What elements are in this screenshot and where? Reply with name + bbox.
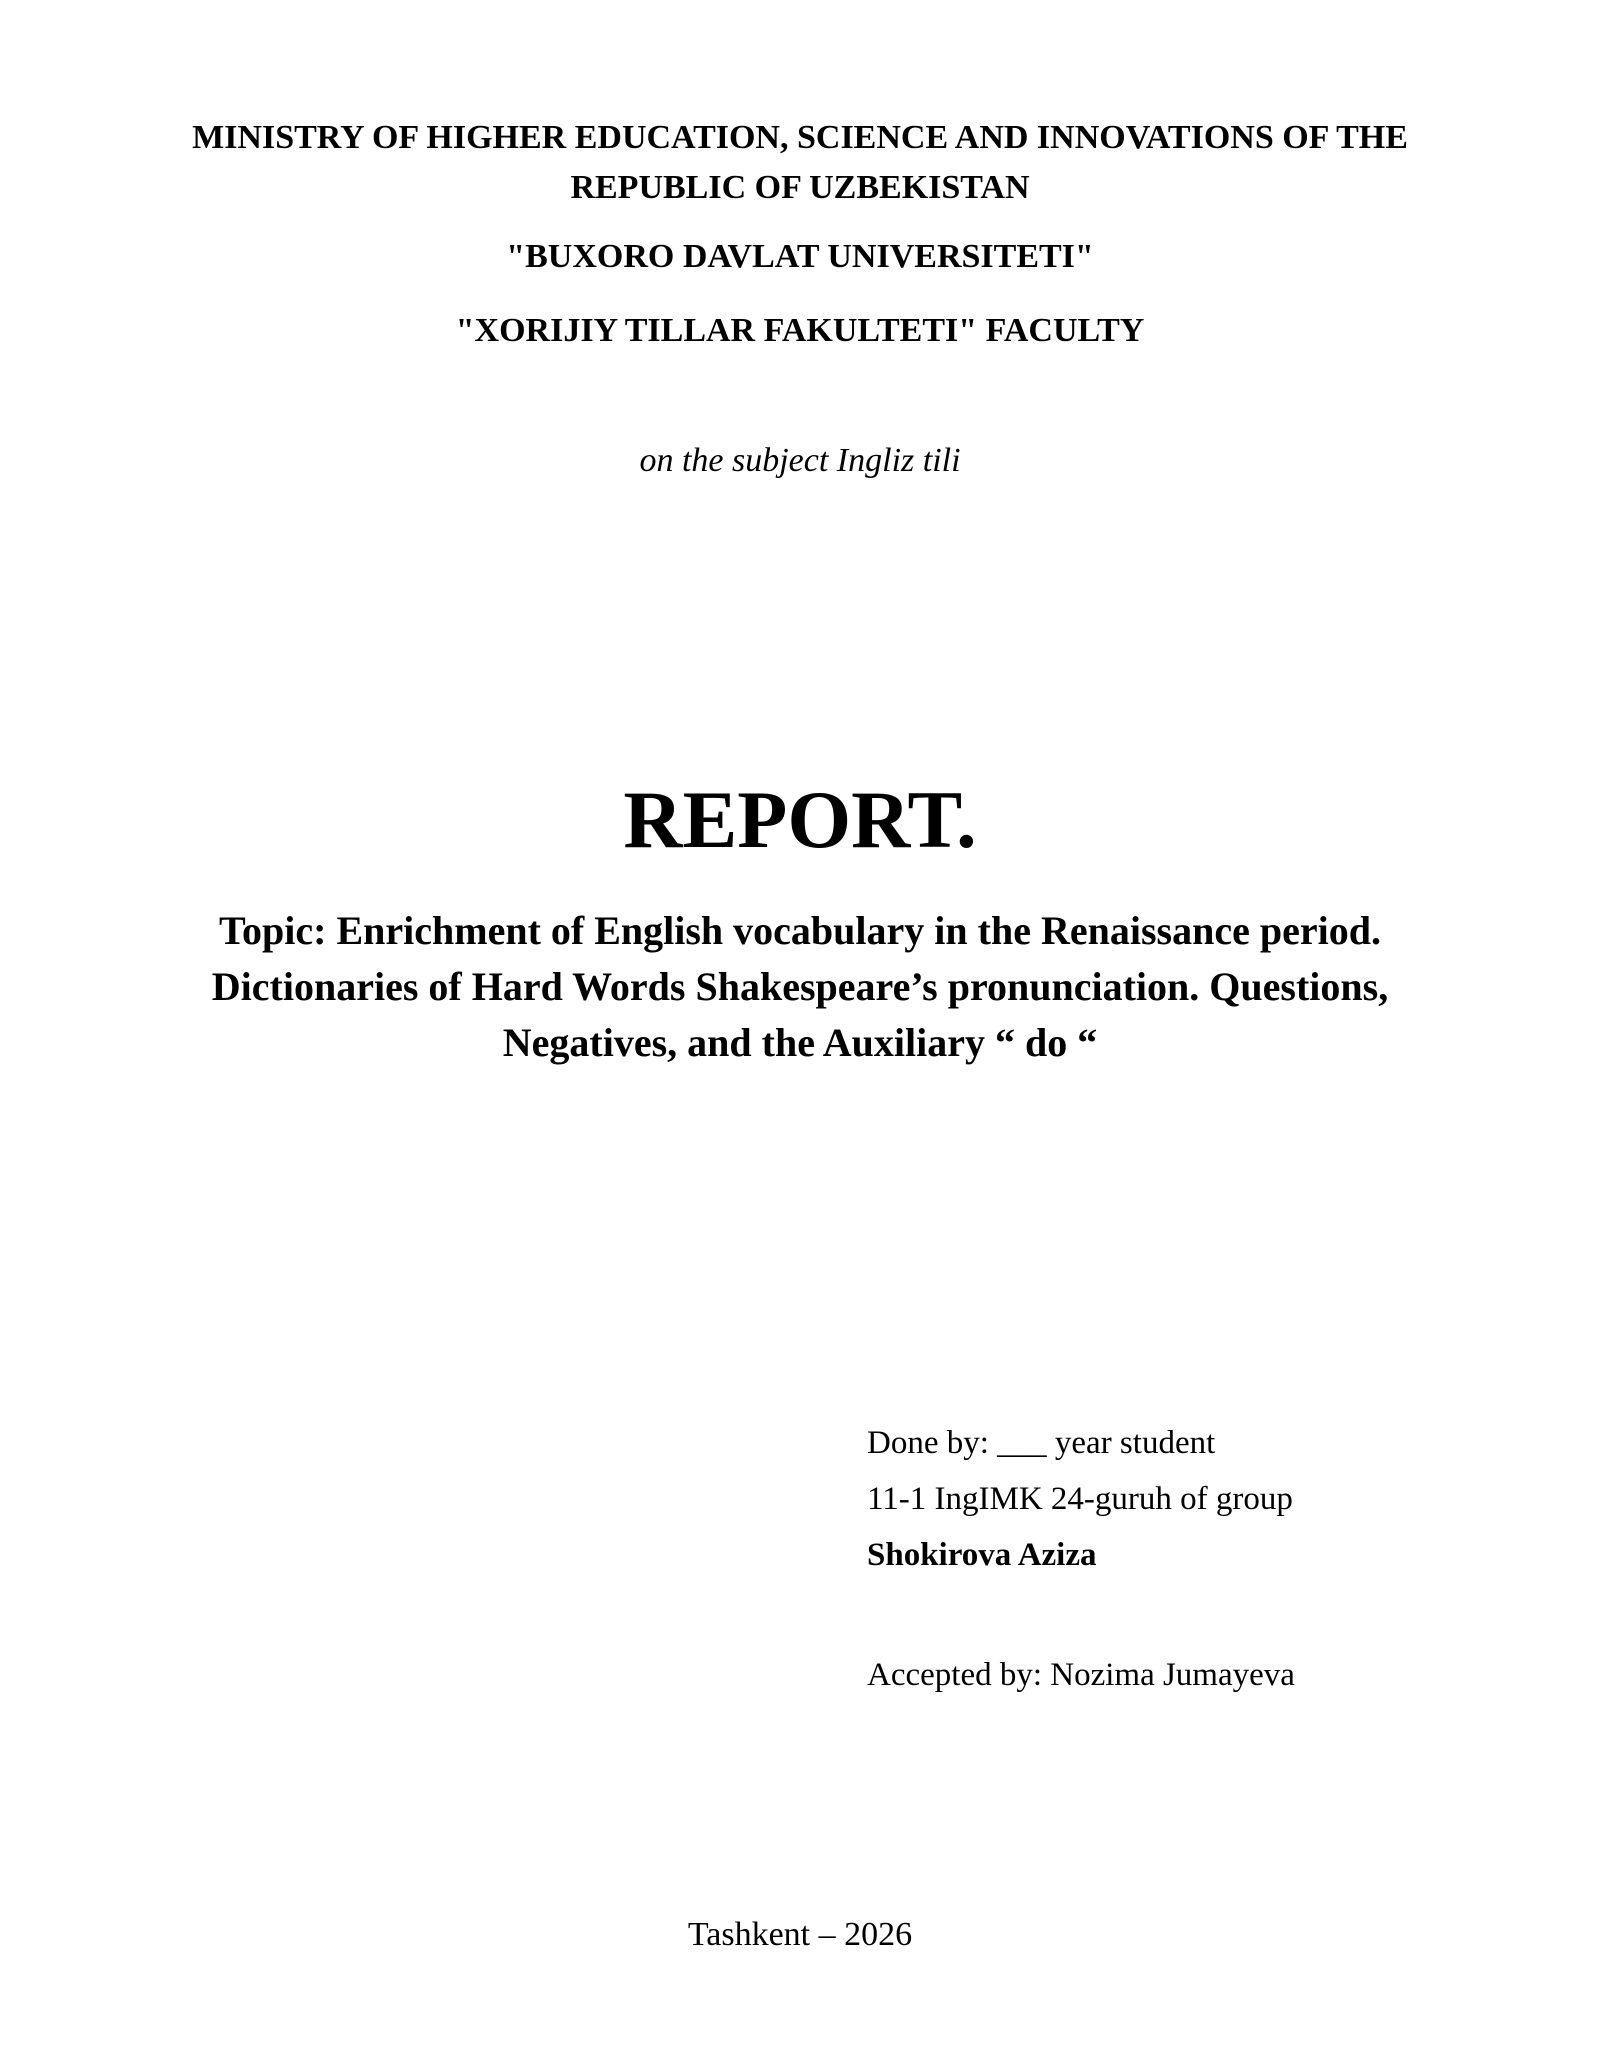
topic-line-2: Dictionaries of Hard Words Shakespeare’s pronunciation. Questions,: [211, 964, 1389, 1009]
accepted-by-line: Accepted by: Nozima Jumayeva: [867, 1657, 1295, 1693]
done-by-line: Done by: ___ year student: [867, 1425, 1216, 1461]
report-topic: [0, 903, 1600, 1071]
student-name: Shokirova Aziza: [867, 1537, 1097, 1573]
topic-line-1: Topic: Enrichment of English vocabulary in the Renaissance period.: [219, 908, 1381, 953]
topic-line-3: Negatives, and the Auxiliary “ do “: [502, 1020, 1098, 1065]
group-line: 11-1 IngIMK 24-guruh of group: [867, 1481, 1293, 1517]
ministry-heading: [0, 113, 1600, 213]
faculty-name: "XORIJIY TILLAR FAKULTETI" FACULTY: [455, 312, 1145, 349]
ministry-heading-line-2: REPUBLIC OF UZBEKISTAN: [570, 169, 1030, 206]
ministry-heading-line-1: MINISTRY OF HIGHER EDUCATION, SCIENCE AND INNOVATIONS OF THE: [192, 119, 1408, 156]
city-year-footer: Tashkent – 2026: [687, 1916, 913, 1953]
subject-line: on the subject Ingliz tili: [639, 442, 961, 479]
report-title: REPORT.: [623, 774, 977, 865]
university-name: "BUXORO DAVLAT UNIVERSITETI": [506, 238, 1094, 275]
